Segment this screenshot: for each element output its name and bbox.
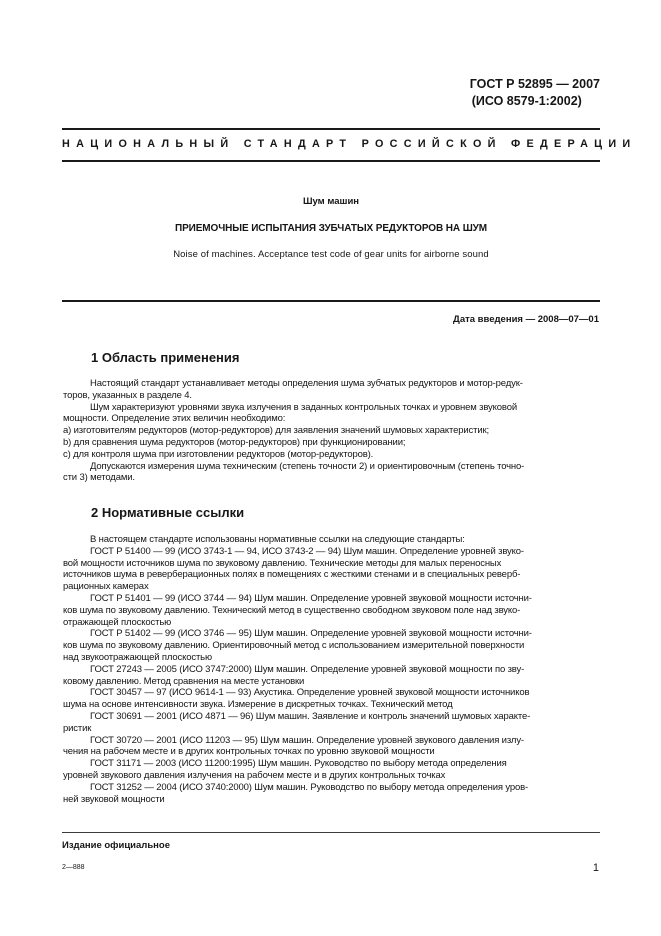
text-line: Настоящий стандарт устанавливает методы определения шума зубчатых редукторов и мотор-редук- [90,378,523,389]
standard-number: ГОСТ Р 52895 — 2007 [469,77,600,91]
text-line: сти 3) методами. [63,472,135,484]
banner-rule [62,160,600,162]
text-line: ков шума по звуковому давлению. Ориентировочный метод с использованием измерительной поверхности [63,640,525,652]
text-line: ГОСТ 30720 — 2001 (ИСО 11203 — 95) Шум машин. Определение уровней звукового давления излу- [90,734,524,746]
text-line: ристик [63,722,92,734]
page-number: 1 [592,862,599,874]
text-line: мощности. Определение этих величин необходимо: [63,413,286,425]
text-line: над звукоотражающей плоскостью [63,651,212,663]
text-line: а) изготовителям редукторов (мотор-редукторов) для заявления значений шумовых характеристик; [63,425,490,437]
text-line: Шум характеризуют уровнями звука излучения в заданных контрольных точках и уровнем звуковой [90,401,517,413]
section-heading-references: 2 Нормативные ссылки [91,505,245,520]
title-rule [62,300,600,302]
document-title: ПРИЕМОЧНЫЕ ИСПЫТАНИЯ ЗУБЧАТЫХ РЕДУКТОРОВ НА ШУМ [174,223,487,234]
text-line: уровней звукового давления излучения на рабочем месте и в других контрольных точках [63,769,446,781]
footer-rule [62,832,600,833]
text-line: ков шума по звуковому давлению. Технический метод в существенно свободном звуковом поле над звуко- [63,604,521,616]
text-line: рационных камерах [63,581,149,593]
text-line: ГОСТ 30691 — 2001 (ИСО 4871 — 96) Шум машин. Заявление и контроль значений шумовых характе- [90,710,531,722]
text-line: вой мощности источников шума по звуковому давлению. Технические методы для малых переносных [63,557,502,569]
text-line: ГОСТ 31171 — 2003 (ИСО 11200:1995) Шум машин. Руководство по выбору метода определения [90,758,507,770]
text-line: Допускаются измерения шума техническим (степень точности 2) и ориентировочным (степень точно- [90,460,525,472]
text-line: с) для контроля шума при изготовлении редукторов (мотор-редукторов). [63,448,374,460]
introduction-date: Дата введения — 2008—07—01 [453,314,599,325]
text-line: источников шума в реверберационных полях в помещениях с жесткими стенами и в специальных реверб- [63,569,521,581]
text-line: отражающей плоскостью [63,616,172,628]
text-line: ГОСТ Р 51402 — 99 (ИСО 3746 — 95) Шум машин. Определение уровней звуковой мощности источни- [90,628,532,640]
text-line: ГОСТ 30457 — 97 (ИСО 9614-1 — 93) Акустика. Определение уровней звуковой мощности источников [90,687,530,699]
section-references-text [63,534,600,805]
text-line: ГОСТ 27243 — 2005 (ИСО 3747:2000) Шум машин. Определение уровней звуковой мощности по зву- [90,663,525,675]
text-line: ГОСТ 31252 — 2004 (ИСО 3740:2000) Шум машин. Руководство по выбору метода определения уров- [90,781,529,793]
section-heading-scope: 1 Область применения [91,350,240,365]
text-line: ГОСТ Р 51400 — 99 (ИСО 3743-1 — 94, ИСО 3743-2 — 94) Шум машин. Определение уровней звуко- [90,545,524,557]
text-line: ГОСТ Р 51401 — 99 (ИСО 3744 — 94) Шум машин. Определение уровней звуковой мощности источни- [90,592,532,604]
official-edition-label: Издание официальное [62,840,170,851]
english-title: Noise of machines. Acceptance test code of gear units for airborne sound [173,249,489,260]
text-line: шума на основе интенсивности звука. Измерение в дискретных точках. Технический метод [63,699,453,711]
text-line: b) для сравнения шума редукторов (мотор-редукторов) при функционировании; [63,436,406,448]
print-code: 2—888 [62,864,85,871]
iso-equivalent: (ИСО 8579-1:2002) [471,94,582,108]
standard-designation [470,76,600,110]
text-line: чения на рабочем месте и в других контрольных точках по уровню звуковой мощности [63,746,435,758]
top-rule [62,128,600,130]
text-line: ней звуковой мощности [63,793,165,805]
national-standard-banner: НАЦИОНАЛЬНЫЙ СТАНДАРТ РОССИЙСКОЙ ФЕДЕРАЦИИ [62,138,637,150]
subject-title: Шум машин [302,196,360,207]
section-scope-text [63,378,600,484]
text-line: ковому давлению. Метод сравнения на месте установки [63,675,305,687]
text-line: В настоящем стандарте использованы нормативные ссылки на следующие стандарты: [90,534,465,545]
text-line: торов, указанных в разделе 4. [63,389,192,401]
